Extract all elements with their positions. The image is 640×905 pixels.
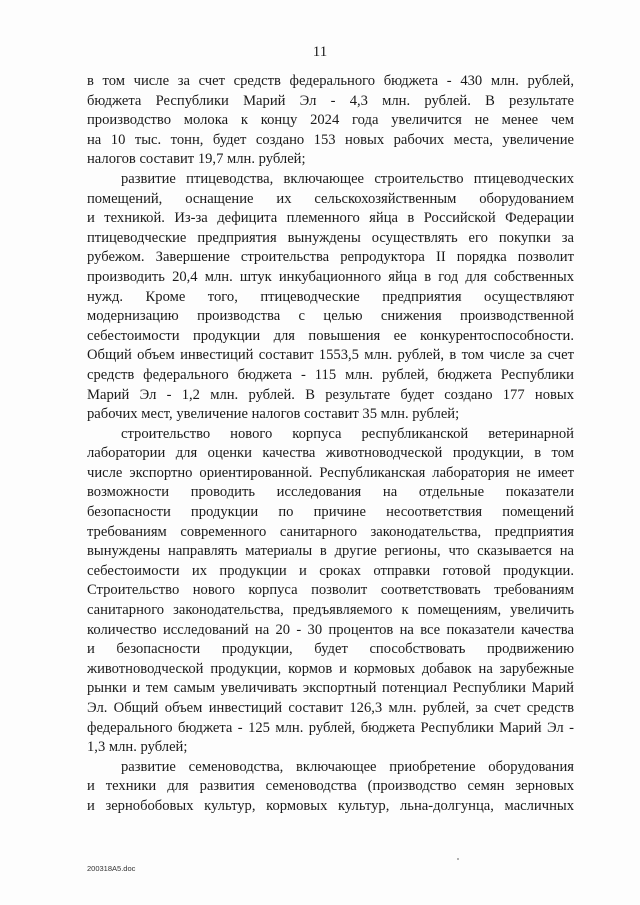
text-line: и зернобобовых культур, кормовых культур, льна-долгунца, масличных — [87, 797, 574, 814]
text-line: количество исследований на 20 - 30 процентов на все показатели качества — [87, 621, 574, 638]
text-line: санитарного законодательства, предъявляемого к помещениям, увеличить — [87, 602, 574, 619]
paragraph-first-line: строительство нового корпуса республиканской ветеринарной — [121, 425, 574, 442]
text-line: животноводческой продукции, кормов и кормовых добавок на зарубежные — [87, 660, 574, 677]
text-line: бюджета Республики Марий Эл - 4,3 млн. рублей. В результате — [87, 92, 574, 109]
text-line: птицеводческие предприятия вынуждены осуществлять его покупки за — [87, 229, 574, 246]
text-line: и техники для развития семеноводства (производство семян зерновых — [87, 778, 574, 795]
footer-filename: 200318A5.doc — [87, 864, 136, 873]
text-line: возможности проводить исследования на отдельные показатели — [87, 484, 574, 501]
text-line: рабочих мест, увеличение налогов составит 35 млн. рублей; — [87, 406, 460, 423]
text-line: производить 20,4 млн. штук инкубационного яйца в год для собственных — [87, 268, 574, 285]
text-line: федерального бюджета - 125 млн. рублей, бюджета Республики Марий Эл - — [87, 719, 574, 736]
scan-speck — [457, 858, 459, 860]
text-line: Общий объем инвестиций составит 1553,5 млн. рублей, в том числе за счет — [87, 347, 574, 364]
text-line: требованиям современного санитарного законодательства, предприятия — [87, 523, 574, 540]
document-body — [87, 72, 574, 817]
text-line: вынуждены направлять материалы в другие регионы, что сказывается на — [87, 543, 574, 560]
text-line: налогов составит 19,7 млн. рублей; — [87, 151, 306, 168]
page-number: 11 — [312, 44, 328, 60]
text-line: безопасности продукции по причине несоответствия помещений — [87, 504, 574, 521]
text-line: Марий Эл - 1,2 млн. рублей. В результате будет создано 177 новых — [87, 386, 574, 403]
text-line: рынки и тем самым увеличивать экспортный потенциал Республики Марий — [87, 680, 574, 697]
text-line: 1,3 млн. рублей; — [87, 739, 188, 756]
text-line: Строительство нового корпуса позволит соответствовать требованиям — [87, 582, 574, 599]
text-line: в том числе за счет средств федерального бюджета - 430 млн. рублей, — [87, 73, 574, 89]
paragraph-first-line: развитие птицеводства, включающее строительство птицеводческих — [121, 170, 574, 187]
paragraph-first-line: развитие семеноводства, включающее приобретение оборудования — [121, 758, 574, 775]
text-line: рубежом. Завершение строительства репродуктора II порядка позволит — [87, 249, 574, 266]
text-line: Эл. Общий объем инвестиций составит 126,3 млн. рублей, за счет средств — [87, 700, 574, 716]
text-line: числе экспортно ориентированной. Республиканская лаборатория не имеет — [87, 464, 574, 481]
text-line: производство молока к концу 2024 года увеличится не менее чем — [87, 112, 574, 129]
text-line: средств федерального бюджета - 115 млн. рублей, бюджета Республики — [87, 366, 574, 383]
text-line: себестоимости продукции для повышения ее конкурентоспособности. — [87, 327, 574, 344]
text-line: лаборатории для оценки качества животноводческой продукции, в том — [87, 445, 574, 462]
text-line: на 10 тыс. тонн, будет создано 153 новых рабочих места, увеличение — [87, 131, 574, 148]
text-line: нужд. Кроме того, птицеводческие предприятия осуществляют — [87, 288, 574, 305]
text-line: и безопасности продукции, будет способствовать продвижению — [87, 641, 574, 658]
text-line: себестоимости их продукции и сроках отправки готовой продукции. — [87, 562, 574, 579]
text-line: модернизацию производства с целью снижения производственной — [87, 308, 574, 325]
text-line: помещений, оснащение их сельскохозяйственным оборудованием — [87, 190, 574, 207]
text-line: и техникой. Из-за дефицита племенного яйца в Российской Федерации — [87, 210, 574, 227]
